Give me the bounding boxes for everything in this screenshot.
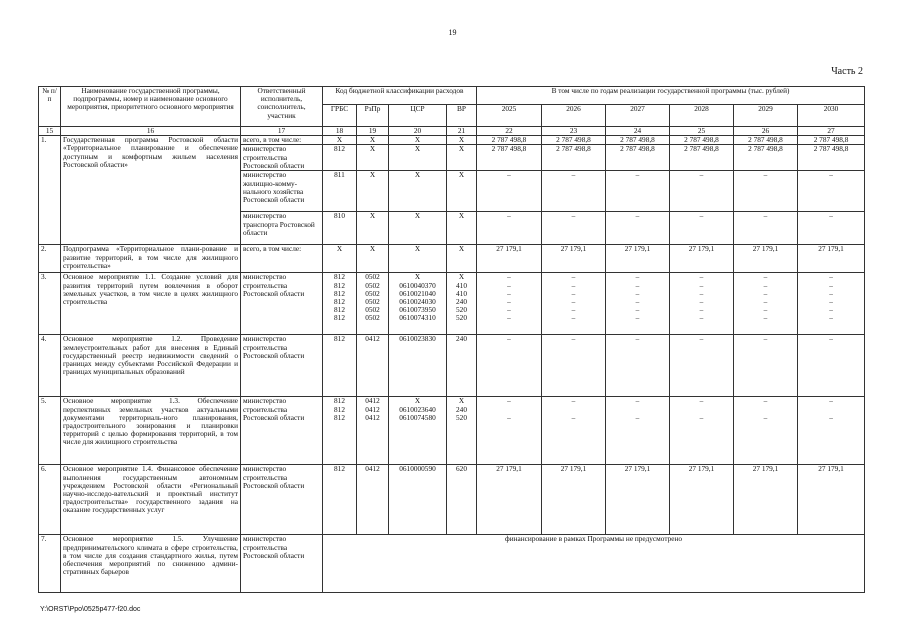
header-num: № п/п <box>39 87 61 127</box>
row-name: Основное мероприятие 1.4. Финансовое обеспечение выполнения государственным автономным учреждением Ростовской области «Региональный научно-исследо-вательский и проектный институт градостроительства» государственного задания на оказание государственных услуг <box>61 465 241 535</box>
cell-value: – <box>477 171 542 212</box>
cell-vr-list: X 240 520 <box>447 397 477 465</box>
col-number: 19 <box>357 127 389 136</box>
row-executor: министерство транспорта Ростовской области <box>241 212 323 245</box>
cell-value: – <box>670 171 734 212</box>
table-row <box>39 465 865 535</box>
cell-value: 27 179,1 <box>606 465 670 535</box>
cell-value-list: – – – – – – <box>477 273 542 335</box>
header-rzpr: РзПр <box>357 105 389 127</box>
header-year: 2029 <box>734 105 798 127</box>
cell-value: – <box>798 335 865 397</box>
row-num: 4. <box>39 335 61 397</box>
cell-csr-list: X 0610023640 0610074580 <box>389 397 447 465</box>
cell-value: 27 179,1 <box>670 245 734 273</box>
cell-value: – <box>606 171 670 212</box>
col-number: 23 <box>542 127 606 136</box>
header-csr: ЦСР <box>389 105 447 127</box>
cell-value-list: – – – – – – <box>670 273 734 335</box>
cell-value: – <box>734 212 798 245</box>
header-year: 2026 <box>542 105 606 127</box>
row-num: 7. <box>39 535 61 593</box>
cell-value: – <box>477 212 542 245</box>
cell-value: – <box>798 212 865 245</box>
row-num: 3. <box>39 273 61 335</box>
cell-value: – <box>798 171 865 212</box>
cell-value: 2 787 498,8 <box>477 145 542 171</box>
cell-csr: X <box>389 145 447 171</box>
cell-rzpr: X <box>357 145 389 171</box>
cell-vr-list: X 410 410 240 520 520 <box>447 273 477 335</box>
column-number-row <box>39 127 865 136</box>
cell-vr: 240 <box>447 335 477 397</box>
cell-value: – <box>670 212 734 245</box>
header-grbs: ГРБС <box>323 105 357 127</box>
cell-rzpr: X <box>357 171 389 212</box>
cell-value: 27 179,1 <box>606 245 670 273</box>
cell-value: – <box>606 212 670 245</box>
cell-value-list: – – – – – – <box>734 273 798 335</box>
cell-csr: X <box>389 171 447 212</box>
cell-value: – <box>542 335 606 397</box>
row-executor: министерство строительства Ростовской области <box>241 535 323 593</box>
col-number: 16 <box>61 127 241 136</box>
cell-grbs: 810 <box>323 212 357 245</box>
cell-value: – <box>734 171 798 212</box>
cell-csr: X <box>389 245 447 273</box>
cell-rzpr: 0412 <box>357 335 389 397</box>
cell-csr: 0610000590 <box>389 465 447 535</box>
cell-value-list: – – – – – – <box>606 273 670 335</box>
row-executor: министерство строительства Ростовской области <box>241 145 323 171</box>
table-row <box>39 397 865 465</box>
table-row <box>39 335 865 397</box>
cell-rzpr: X <box>357 136 389 145</box>
cell-vr: X <box>447 245 477 273</box>
cell-rzpr: X <box>357 245 389 273</box>
cell-grbs: 812 <box>323 145 357 171</box>
row-name: Основное мероприятие 1.2. Проведение землеустроительных работ для внесения в Единый государственный реестр недвижимости сведений о границах между субъектами Российской Федерации и границах муниципальных образований <box>61 335 241 397</box>
cell-value: – <box>542 171 606 212</box>
cell-value: 2 787 498,8 <box>798 136 865 145</box>
col-number: 26 <box>734 127 798 136</box>
cell-csr: X <box>389 136 447 145</box>
col-number: 20 <box>389 127 447 136</box>
row-executor: министерство строительства Ростовской области <box>241 273 323 335</box>
table-row <box>39 136 865 145</box>
cell-value: 27 179,1 <box>542 245 606 273</box>
cell-rzpr: X <box>357 212 389 245</box>
col-number: 15 <box>39 127 61 136</box>
row-executor: министерство строительства Ростовской области <box>241 397 323 465</box>
col-number: 24 <box>606 127 670 136</box>
cell-grbs: 811 <box>323 171 357 212</box>
cell-rzpr-list: 0412 0412 0412 <box>357 397 389 465</box>
cell-value-list: – – <box>606 397 670 465</box>
row-num: 1. <box>39 136 61 245</box>
header-name: Наименование государственной программы, подпрограммы, номер и наименование основного мероприятия, приоритетного основного мероприятия <box>61 87 241 127</box>
cell-csr-list: X 0610040370 0610021040 0610024030 0610073950 0610074310 <box>389 273 447 335</box>
cell-value: 27 179,1 <box>798 465 865 535</box>
cell-grbs: 812 <box>323 465 357 535</box>
cell-csr: 0610023830 <box>389 335 447 397</box>
row-executor: министерство жилищно-комму-нального хозяйства Ростовской области <box>241 171 323 212</box>
cell-value: – <box>606 335 670 397</box>
cell-grbs: X <box>323 245 357 273</box>
row-name: Основное мероприятие 1.5. Улучшение предпринимательского климата в сфере строительства, в том числе для создания стандартного жилья, путем обеспечения мероприятий по снижению админи-стративных барьеров <box>61 535 241 593</box>
cell-csr: X <box>389 212 447 245</box>
row-num: 6. <box>39 465 61 535</box>
header-executor: Ответственный исполнитель, соисполнитель, участник <box>241 87 323 127</box>
cell-value: 2 787 498,8 <box>477 136 542 145</box>
cell-value-list: – – <box>734 397 798 465</box>
cell-value: 27 179,1 <box>542 465 606 535</box>
cell-vr: X <box>447 171 477 212</box>
cell-value: 27 179,1 <box>734 245 798 273</box>
page-number: 19 <box>448 28 457 37</box>
cell-value-list: – – <box>670 397 734 465</box>
col-number: 18 <box>323 127 357 136</box>
cell-rzpr-list: 0502 0502 0502 0502 0502 0502 <box>357 273 389 335</box>
budget-table <box>38 86 865 593</box>
table-row <box>39 245 865 273</box>
row-name: Основное мероприятие 1.1. Создание условий для развития территорий путем вовлечения в оборот земельных участков, в том числе в целях жилищного строительства <box>61 273 241 335</box>
cell-grbs-list: 812 812 812 <box>323 397 357 465</box>
cell-value: – <box>670 335 734 397</box>
cell-value: 2 787 498,8 <box>606 136 670 145</box>
cell-value: 2 787 498,8 <box>734 145 798 171</box>
header-year: 2028 <box>670 105 734 127</box>
header-year: 2030 <box>798 105 865 127</box>
cell-value-list: – – – – – – <box>542 273 606 335</box>
no-funding-note: финансирование в рамках Программы не предусмотрено <box>323 535 865 593</box>
cell-value: 27 179,1 <box>734 465 798 535</box>
cell-value: 27 179,1 <box>477 465 542 535</box>
cell-grbs-list: 812 812 812 812 812 812 <box>323 273 357 335</box>
row-executor: министерство строительства Ростовской области <box>241 335 323 397</box>
cell-value: 2 787 498,8 <box>798 145 865 171</box>
cell-value: 2 787 498,8 <box>606 145 670 171</box>
cell-vr: X <box>447 145 477 171</box>
row-executor: всего, в том числе: <box>241 245 323 273</box>
col-number: 17 <box>241 127 323 136</box>
cell-value-list: – – <box>798 397 865 465</box>
cell-vr: X <box>447 212 477 245</box>
cell-value: 2 787 498,8 <box>670 136 734 145</box>
cell-rzpr: 0412 <box>357 465 389 535</box>
cell-value-list: – – <box>542 397 606 465</box>
table-row <box>39 535 865 593</box>
cell-vr: X <box>447 136 477 145</box>
cell-value: – <box>477 335 542 397</box>
row-name: Государственная программа Ростовской области «Территориальное планирование и обеспечение доступным и комфортным жильем населения Ростовской области» <box>61 136 241 245</box>
cell-value: 27 179,1 <box>798 245 865 273</box>
header-year: 2025 <box>477 105 542 127</box>
header-years-group: В том числе по годам реализации государственной программы (тыс. рублей) <box>477 87 865 105</box>
part-label: Часть 2 <box>831 66 863 77</box>
cell-value: – <box>734 335 798 397</box>
cell-grbs: X <box>323 136 357 145</box>
col-number: 22 <box>477 127 542 136</box>
header-vr: ВР <box>447 105 477 127</box>
col-number: 25 <box>670 127 734 136</box>
row-num: 5. <box>39 397 61 465</box>
cell-value-list: – – – – – – <box>798 273 865 335</box>
table-row <box>39 273 865 335</box>
cell-value: 27 179,1 <box>670 465 734 535</box>
cell-value: 2 787 498,8 <box>542 136 606 145</box>
col-number: 27 <box>798 127 865 136</box>
row-name: Подпрограмма «Территориальное плани-рование и развитие территорий, в том числе для жилищного строительства» <box>61 245 241 273</box>
cell-value-list: – – <box>477 397 542 465</box>
row-name: Основное мероприятие 1.3. Обеспечение перспективных земельных участков актуальными документами территориаль-ного планирования, градостроительного зонирования и планировки территорий с целью формирования территорий, в том числе для жилищного строительства <box>61 397 241 465</box>
col-number: 21 <box>447 127 477 136</box>
cell-value: 2 787 498,8 <box>670 145 734 171</box>
cell-value: 2 787 498,8 <box>734 136 798 145</box>
row-executor: всего, в том числе: <box>241 136 323 145</box>
cell-value: 2 787 498,8 <box>542 145 606 171</box>
cell-vr: 620 <box>447 465 477 535</box>
cell-value: 27 179,1 <box>477 245 542 273</box>
header-year: 2027 <box>606 105 670 127</box>
cell-grbs: 812 <box>323 335 357 397</box>
row-executor: министерство строительства Ростовской области <box>241 465 323 535</box>
footer-file-path: Y:\ORST\Ppo\0525p477-f20.doc <box>40 606 141 613</box>
cell-value: – <box>542 212 606 245</box>
row-num: 2. <box>39 245 61 273</box>
header-budget-code: Код бюджетной классификации расходов <box>323 87 477 105</box>
